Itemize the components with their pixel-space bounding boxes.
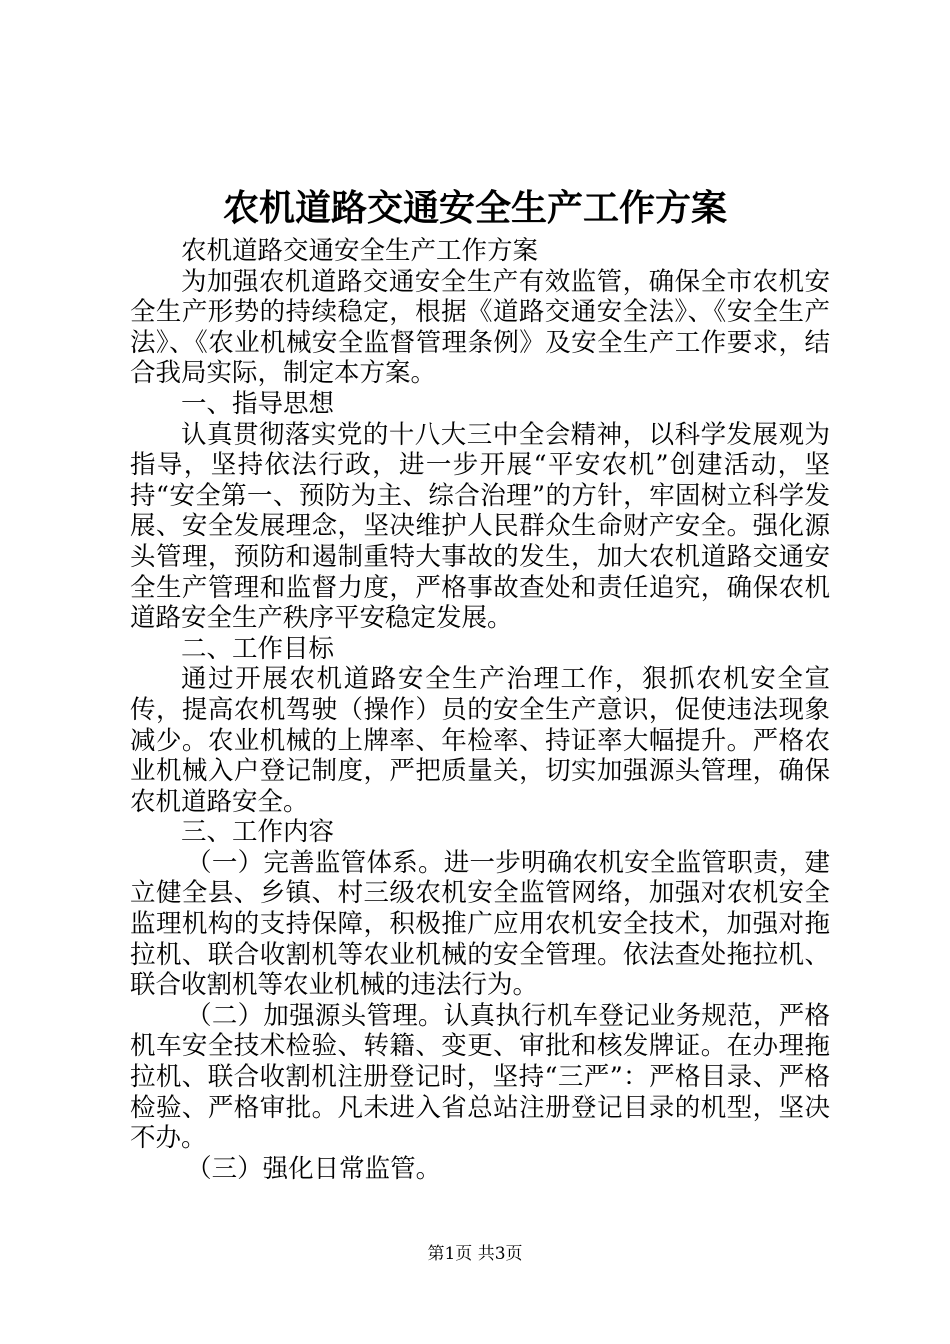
paragraph-intro: 为加强农机道路交通安全生产有效监管，确保全市农机安全生产形势的持续稳定，根据《道路交通安全法》、《安全生产法》、《农业机械安全监督管理条例》及安全生产工作要求，结合我局实际，制定本方案。 [130, 266, 830, 389]
heading-work-goals: 二、工作目标 [181, 633, 335, 664]
paragraph-item-1: （一）完善监管体系。进一步明确农机安全监管职责，建立健全县、乡镇、村三级农机安全监管网络，加强对农机安全监理机构的支持保障，积极推广应用农机安全技术，加强对拖拉机、联合收割机等农业机械的安全管理。依法查处拖拉机、联合收割机等农业机械的违法行为。 [130, 847, 830, 1001]
heading-work-content: 三、工作内容 [181, 817, 335, 848]
paragraph-subtitle: 农机道路交通安全生产工作方案 [181, 236, 539, 266]
paragraph-item-2: （二）加强源头管理。认真执行机车登记业务规范，严格机车安全技术检验、转籍、变更、审批和核发牌证。在办理拖拉机、联合收割机注册登记时，坚持“三严”：严格目录、严格检验、严格审批。凡未进入省总站注册登记目录的机型，坚决不办。 [130, 1000, 830, 1154]
paragraph-item-3: （三）强化日常监管。 [186, 1153, 442, 1184]
heading-guiding-thought: 一、指导思想 [181, 388, 335, 419]
paragraph-work-goals: 通过开展农机道路安全生产治理工作，狠抓农机安全宣传，提高农机驾驶（操作）员的安全生产意识，促使违法现象减少。农业机械的上牌率、年检率、持证率大幅提升。严格农业机械入户登记制度，严把质量关，切实加强源头管理，确保农机道路安全。 [130, 664, 830, 817]
document-body [130, 236, 830, 1184]
page-number-footer: 第1页 共3页 [427, 1244, 523, 1264]
document-title: 农机道路交通安全生产工作方案 [222, 187, 727, 229]
paragraph-guiding-thought: 认真贯彻落实党的十八大三中全会精神，以科学发展观为指导，坚持依法行政，进一步开展“平安农机”创建活动，坚持“安全第一、预防为主、综合治理”的方针，牢固树立科学发展、安全发展理念，坚决维护人民群众生命财产安全。强化源头管理，预防和遏制重特大事故的发生，加大农机道路交通安全生产管理和监督力度，严格事故查处和责任追究，确保农机道路安全生产秩序平安稳定发展。 [130, 419, 830, 634]
